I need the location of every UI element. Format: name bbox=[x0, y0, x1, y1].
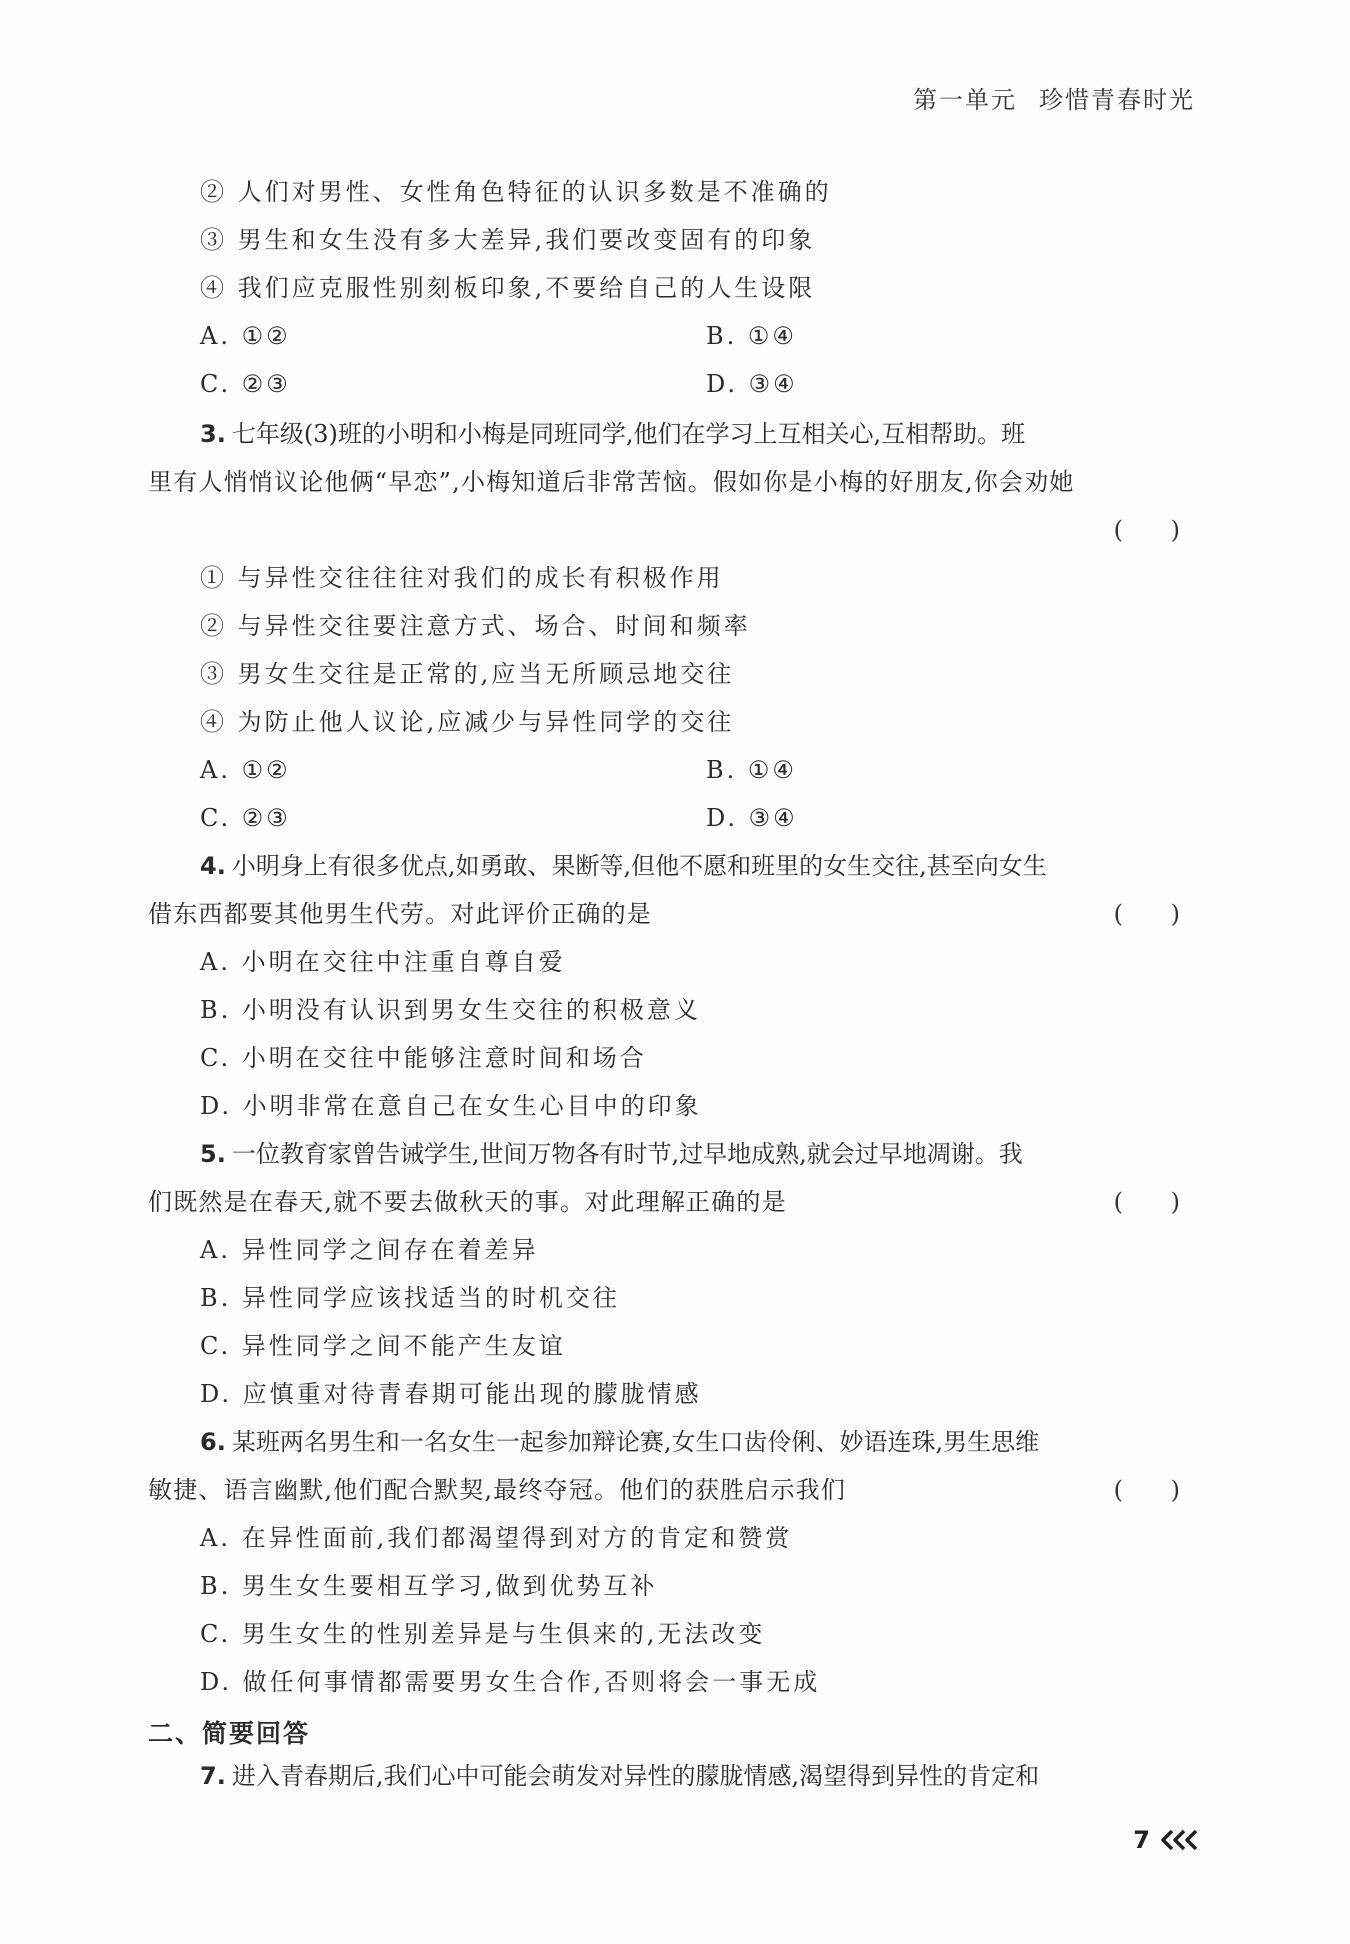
q5-stem-line1 bbox=[200, 1140, 1023, 1169]
q3-choice-d: D. ③④ bbox=[706, 804, 798, 832]
q6-choice-c: C. 男生女生的性别差异是与生俱来的,无法改变 bbox=[200, 1620, 766, 1648]
q2-item-4: ④ 我们应克服性别刻板印象,不要给自己的人生设限 bbox=[200, 274, 816, 302]
q5-choice-c: C. 异性同学之间不能产生友谊 bbox=[200, 1332, 566, 1360]
q4-stem-line2: 借东西都要其他男生代劳。对此评价正确的是 bbox=[148, 900, 652, 928]
q4-text-1: 小明身上有很多优点,如勇敢、果断等,但他不愿和班里的女生交往,甚至向女生 bbox=[231, 852, 1047, 880]
q4-choice-b: B. 小明没有认识到男女生交往的积极意义 bbox=[200, 996, 701, 1024]
q3-stem-line2: 里有人悄悄议论他俩“早恋”,小梅知道后非常苦恼。假如你是小梅的好朋友,你会劝她 bbox=[148, 468, 1075, 496]
q6-choice-b: B. 男生女生要相互学习,做到优势互补 bbox=[200, 1572, 658, 1600]
q5-stem-line2: 们既然是在春天,就不要去做秋天的事。对此理解正确的是 bbox=[148, 1188, 787, 1216]
q4-choice-a: A. 小明在交往中注重自尊自爱 bbox=[200, 948, 566, 976]
running-header bbox=[913, 80, 1195, 115]
q5-number: 5. bbox=[200, 1140, 226, 1168]
q3-item-1: ① 与异性交往往往对我们的成长有积极作用 bbox=[200, 564, 724, 592]
q3-choice-a: A. ①② bbox=[200, 756, 291, 784]
q6-choice-d: D. 做任何事情都需要男女生合作,否则将会一事无成 bbox=[200, 1668, 821, 1696]
q5-choice-d: D. 应慎重对待青春期可能出现的朦胧情感 bbox=[200, 1380, 702, 1408]
q6-stem-line2: 敏捷、语言幽默,他们配合默契,最终夺冠。他们的获胜启示我们 bbox=[148, 1476, 847, 1504]
q6-choice-a: A. 在异性面前,我们都渴望得到对方的肯定和赞赏 bbox=[200, 1524, 793, 1552]
q3-answer-paren: ( ) bbox=[1113, 516, 1200, 544]
triple-chevron-left-icon bbox=[1160, 1829, 1202, 1851]
page-number: 7 bbox=[1133, 1826, 1150, 1854]
q6-answer-paren: ( ) bbox=[1113, 1476, 1200, 1504]
q5-choice-a: A. 异性同学之间存在着差异 bbox=[200, 1236, 539, 1264]
q5-choice-b: B. 异性同学应该找适当的时机交往 bbox=[200, 1284, 620, 1312]
q4-choice-c: C. 小明在交往中能够注意时间和场合 bbox=[200, 1044, 647, 1072]
q4-stem-line1 bbox=[200, 852, 1047, 881]
q3-choice-b: B. ①④ bbox=[706, 756, 797, 784]
q5-answer-paren: ( ) bbox=[1113, 1188, 1200, 1216]
q3-item-3: ③ 男女生交往是正常的,应当无所顾忌地交往 bbox=[200, 660, 735, 688]
q7-number: 7. bbox=[200, 1762, 226, 1790]
q7-text-1: 进入青春期后,我们心中可能会萌发对异性的朦胧情感,渴望得到异性的肯定和 bbox=[231, 1762, 1040, 1790]
q2-item-3: ③ 男生和女生没有多大差异,我们要改变固有的印象 bbox=[200, 226, 816, 254]
q2-choice-d: D. ③④ bbox=[706, 370, 798, 398]
section-heading: 二、简要回答 bbox=[148, 1719, 311, 1748]
q6-stem-line1 bbox=[200, 1428, 1039, 1457]
q3-item-2: ② 与异性交往要注意方式、场合、时间和频率 bbox=[200, 612, 751, 640]
q4-answer-paren: ( ) bbox=[1113, 900, 1200, 928]
q5-text-1: 一位教育家曾告诫学生,世间万物各有时节,过早地成熟,就会过早地凋谢。我 bbox=[231, 1140, 1023, 1168]
page-footer bbox=[1133, 1826, 1202, 1854]
q6-text-1: 某班两名男生和一名女生一起参加辩论赛,女生口齿伶俐、妙语连珠,男生思维 bbox=[231, 1428, 1040, 1456]
header-title: 珍惜青春时光 bbox=[1039, 86, 1195, 114]
q2-choice-a: A. ①② bbox=[200, 322, 291, 350]
q3-stem-line1 bbox=[200, 420, 1025, 449]
q2-item-2: ② 人们对男性、女性角色特征的认识多数是不准确的 bbox=[200, 178, 832, 206]
q2-choice-c: C. ②③ bbox=[200, 370, 291, 398]
q4-choice-d: D. 小明非常在意自己在女生心目中的印象 bbox=[200, 1092, 702, 1120]
q3-text-1: 七年级(3)班的小明和小梅是同班同学,他们在学习上互相关心,互相帮助。班 bbox=[231, 420, 1026, 448]
header-unit: 第一单元 bbox=[913, 86, 1017, 114]
q3-choice-c: C. ②③ bbox=[200, 804, 291, 832]
q3-number: 3. bbox=[200, 420, 226, 448]
q7-stem-line1 bbox=[200, 1762, 1039, 1791]
q4-number: 4. bbox=[200, 852, 226, 880]
q6-number: 6. bbox=[200, 1428, 226, 1456]
q2-choice-b: B. ①④ bbox=[706, 322, 797, 350]
q3-item-4: ④ 为防止他人议论,应减少与异性同学的交往 bbox=[200, 708, 735, 736]
